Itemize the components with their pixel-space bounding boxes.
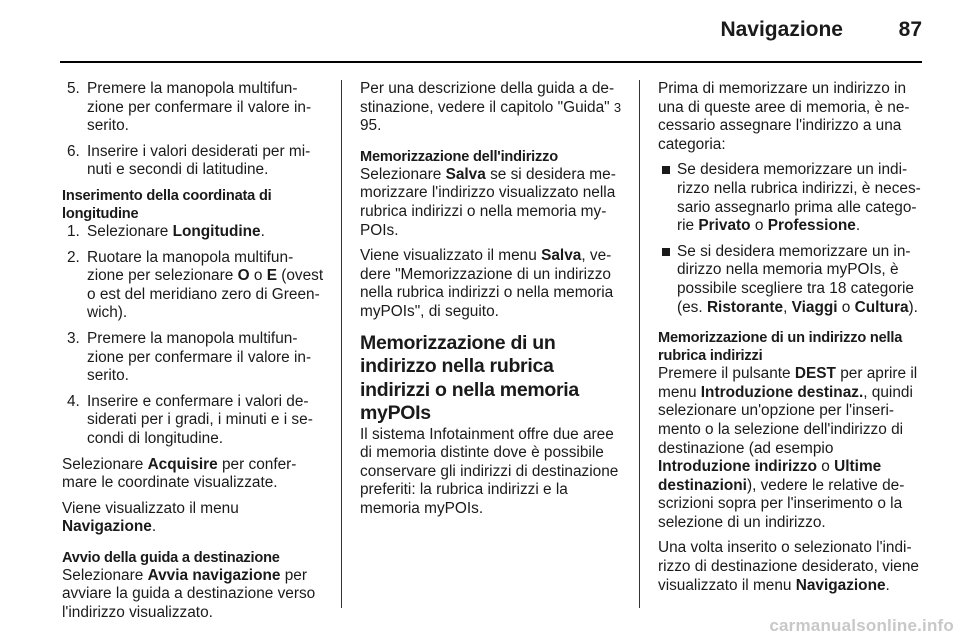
paragraph-dest: Premere il pulsante DEST per aprire il menu Introduzione destinaz., quindi selezionare un'opzione per l'inserimento o la selezione dell'indirizzo di destinazione (ad esempio Introduzione indirizzo o Ultime destinazioni), vedere le relative descrizioni sopra per l'inserimento o la selezione di un indirizzo. xyxy=(658,365,918,531)
section-heading-large: Memorizzazione di un indirizzo nella rubrica indirizzi o nella memoria myPOIs xyxy=(360,331,579,425)
latitude-steps-list xyxy=(62,80,324,180)
category-bullets xyxy=(658,161,924,317)
list-item: 3. Premere la manopola multifunzione per confermare il valore inserito. xyxy=(67,329,312,385)
square-bullet-icon xyxy=(662,248,670,256)
paragraph-menu: Viene visualizzato il menu Navigazione. xyxy=(62,499,239,536)
page-reference-icon: 3 xyxy=(613,99,622,115)
watermark: carmanualsonline.info xyxy=(769,616,954,635)
paragraph-system: Il sistema Infotainment offre due aree di memoria distinte dove è possibile conservare gli indirizzi di destinazione preferiti: la rubrica indirizzi e la memoria myPOIs. xyxy=(360,425,619,517)
square-bullet-icon xyxy=(662,166,670,174)
list-item: 1. Selezionare Longitudine. xyxy=(67,222,265,240)
paragraph-before: Prima di memorizzare un indirizzo in una di queste aree di memoria, è necessario assegnare l'indirizzo a una categoria: xyxy=(658,80,910,153)
page-number: 87 xyxy=(898,18,922,41)
column-divider xyxy=(639,80,640,608)
column-2 xyxy=(360,80,624,526)
column-1 xyxy=(62,80,324,630)
section-heading-address-book: Memorizzazione di un indirizzo nella rubrica indirizzi xyxy=(658,330,903,365)
paragraph-acquire: Selezionare Acquisire per confermare le coordinate visualizzate. xyxy=(62,455,297,492)
list-item: Se si desidera memorizzare un indirizzo nella memoria myPOIs, è possibile scegliere tra 18 categorie (es. Ristorante, Viaggi o Cultura). xyxy=(658,243,924,317)
longitude-steps-list xyxy=(62,223,324,449)
paragraph-start: Selezionare Avvia navigazione per avviare la guida a destinazione verso l'indirizzo visualizzato. xyxy=(62,566,316,622)
page-header-title: Navigazione xyxy=(720,18,843,41)
paragraph-final: Una volta inserito o selezionato l'indirizzo di destinazione desiderato, viene visualizzato il menu Navigazione. xyxy=(658,539,919,594)
paragraph-intro: Per una descrizione della guida a destinazione, vedere il capitolo "Guida" 3 95. xyxy=(360,80,622,135)
column-3 xyxy=(658,80,924,602)
list-item: 4. Inserire e confermare i valori desiderati per i gradi, i minuti e i secondi di longitudine. xyxy=(67,392,313,447)
list-item: 2. Ruotare la manopola multifunzione per selezionare O o E (ovest o est del meridiano zero di Greenwich). xyxy=(67,248,324,322)
list-item: 6. Inserire i valori desiderati per minuti e secondi di latitudine. xyxy=(67,142,311,179)
column-divider xyxy=(341,80,342,608)
list-item: 5. Premere la manopola multifunzione per confermare il valore inserito. xyxy=(67,80,312,135)
header-divider xyxy=(60,61,922,63)
section-heading-longitude: Inserimento della coordinata di longitudine xyxy=(62,187,272,222)
list-item: Se desidera memorizzare un indirizzo nella rubrica indirizzi, è necessario assegnarlo prima alle categorie Privato o Professione. xyxy=(658,161,924,235)
section-heading-save: Memorizzazione dell'indirizzo xyxy=(360,148,558,165)
section-heading-start-guidance: Avvio della guida a destinazione xyxy=(62,549,280,566)
paragraph-save: Selezionare Salva se si desidera memorizzare l'indirizzo visualizzato nella rubrica indirizzi o nella memoria myPOIs. xyxy=(360,165,616,239)
paragraph-save-menu: Viene visualizzato il menu Salva, vedere "Memorizzazione di un indirizzo nella rubrica indirizzi o nella memoria myPOIs", di seguito. xyxy=(360,247,614,320)
